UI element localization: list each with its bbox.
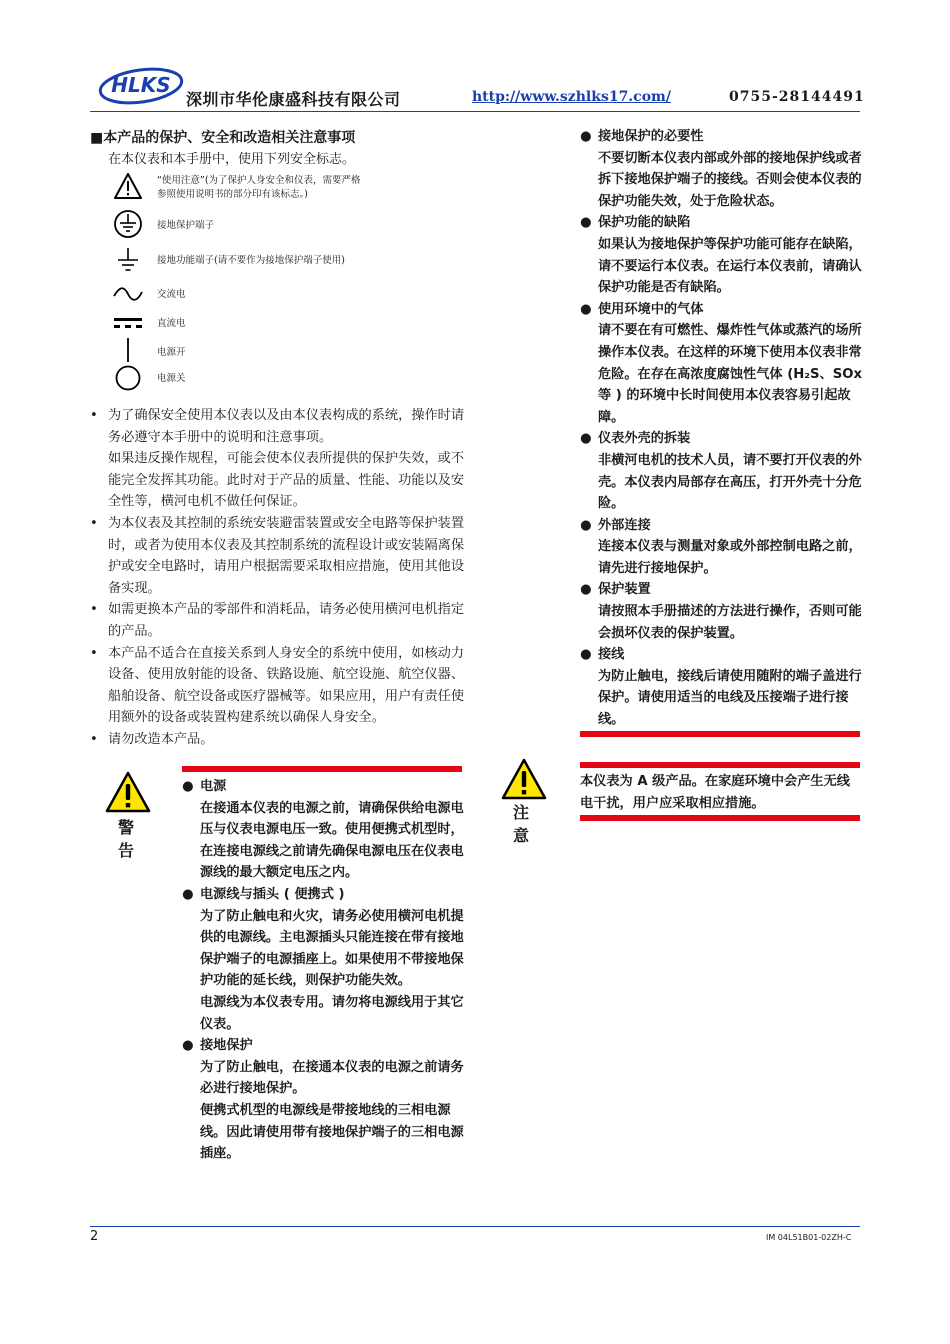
warning-bottom-bar [580,731,860,737]
warning-content: ● 电源 在接通本仪表的电源之前，请确保供给电源电压与仪表电源电压一致。使用便携式机型时，在连接电源线之前请先确保电源电压在仪表电源线的最大额定电压之内。 ● 电源线与插头 ( 便携式 ) 为了防止触电和火灾，请务必使用横河电机提供的电源线。主电源插头只能连接在带有接地保护端子的电源插座上。如果使用不带接地保护功能的延长线，则保护功能失效。 电源线为本仪表专用。请勿将电源线用于其它仪表。 ● 接地保护 为了防止触电，在接通本仪表的电源之前请务必进行接地保护。 便携式机型的电源线是带接地线的三相电源线。因此请使用带有接地保护端子的三相电源插座。 [182,776,472,1165]
caution-triangle-icon [500,757,548,801]
website-link[interactable]: http://www.szhlks17.com/ [472,89,671,105]
bullet-item: • 本产品不适合在直接关系到人身安全的系统中使用，如核动力设备、使用放射能的设备、铁路设施、航空设施、航空仪器、船舶设备、航空设备或医疗器械等。如果应用，用户有责任使用额外的设备或装置构建系统以确保人身安全。 [90,643,470,729]
caution-bottom-bar [580,815,860,821]
document-id: IM 04L51B01-02ZH-C [766,1233,852,1242]
functional-earth-icon [110,245,146,275]
symbol-desc-power-on: 电源开 [157,347,186,358]
company-name: 深圳市华伦康盛科技有限公司 [186,90,401,109]
warning-item-title: ● 电源线与插头 ( 便携式 ) [182,886,345,902]
bullet-item: • 为了确保安全使用本仪表以及由本仪表构成的系统，操作时请务必遵守本手册中的说明和注意事项。 如果违反操作规程，可能会使本仪表所提供的保护失效，或不能完全发挥其功能。此时对于产品的质量、性能、功能以及安全性等，横河电机不做任何保证。 [90,405,470,513]
warning-triangle-icon [110,171,146,201]
logo-text: HLKS [111,73,171,97]
bullet-item: • 请勿改造本产品。 [90,729,470,751]
page-number: 2 [90,1229,99,1244]
warning-item-title: ● 接地保护 [182,1038,253,1054]
power-on-icon [110,335,146,365]
section-subtitle: 在本仪表和本手册中，使用下列安全标志。 [108,152,356,167]
warning-continued: ● 接地保护的必要性 不要切断本仪表内部或外部的接地保护线或者拆下接地保护端子的接线。否则会使本仪表的保护功能失效，处于危险状态。 ● 保护功能的缺陷 如果认为接地保护等保护功能可能存在缺陷，请不要运行本仪表。在运行本仪表前，请确认保护功能是否有缺陷。 ● 使用环境中的气体 请不要在有可燃性、爆炸性气体或蒸汽的场所操作本仪表。在这样的环境下使用本仪表非常危险。在存在高浓度腐蚀性气体 (H₂S、SOx 等 ) 的环境中长时间使用本仪表容易引起故障。 ● 仪表外壳的拆装 非横河电机的技术人员，请不要打开仪表的外壳。本仪表内局部存在高压，打开外壳十分危险。 ● 外部连接 连接本仪表与测量对象或外部控制电路之前，请先进行接地保护。 ● 保护装置 请按照本手册描述的方法进行操作，否则可能会损坏仪表的保护装置。 ● 接线 为防止触电，接线后请使用随附的端子盖进行保护。请使用适当的电线及压接端子进行接线。 [580,129,862,728]
safety-bullet-list [90,405,470,751]
header-divider [90,111,860,112]
warning-triangle-icon [104,770,152,814]
protective-earth-icon [110,209,146,239]
caution-label: 注 意 [512,803,535,845]
symbol-desc-protective-earth: 接地保护端子 [157,220,215,231]
symbol-desc-ac: 交流电 [157,289,186,300]
caution-text: 本仪表为 A 级产品。在家庭环境中会产生无线电干扰，用户应采取相应措施。 [580,774,850,811]
bullet-item: • 为本仪表及其控制的系统安装避雷装置或安全电路等保护装置时，或者为使用本仪表及其控制系统的流程设计或安装隔离保护或安全电路时，请用户根据需要采取相应措施，使用其他设备实现。 [90,513,470,599]
bullet-item: • 如需更换本产品的零部件和消耗品，请务必使用横河电机指定的产品。 [90,599,470,642]
symbol-desc-power-off: 电源关 [157,373,186,384]
warning-label: 警 告 [117,818,140,860]
section-title: ■本产品的保护、安全和改造相关注意事项 [90,130,356,146]
power-off-icon [110,363,146,393]
symbol-desc-warning: “使用注意”(为了保护人身安全和仪表，需要严格 参照使用说明书的部分印有该标志。) [157,175,361,200]
symbol-desc-dc: 直流电 [157,318,186,329]
symbol-desc-functional-earth: 接地功能端子(请不要作为接地保护端子使用) [157,255,345,266]
warning-top-bar [182,766,462,772]
ac-icon [110,279,146,309]
warning-item-title: ● 电源 [182,779,227,794]
footer-divider [90,1226,860,1227]
dc-icon [110,308,146,338]
company-logo [98,66,184,106]
caution-top-bar [580,762,860,768]
phone-number: 0755-28144491 [729,89,865,105]
